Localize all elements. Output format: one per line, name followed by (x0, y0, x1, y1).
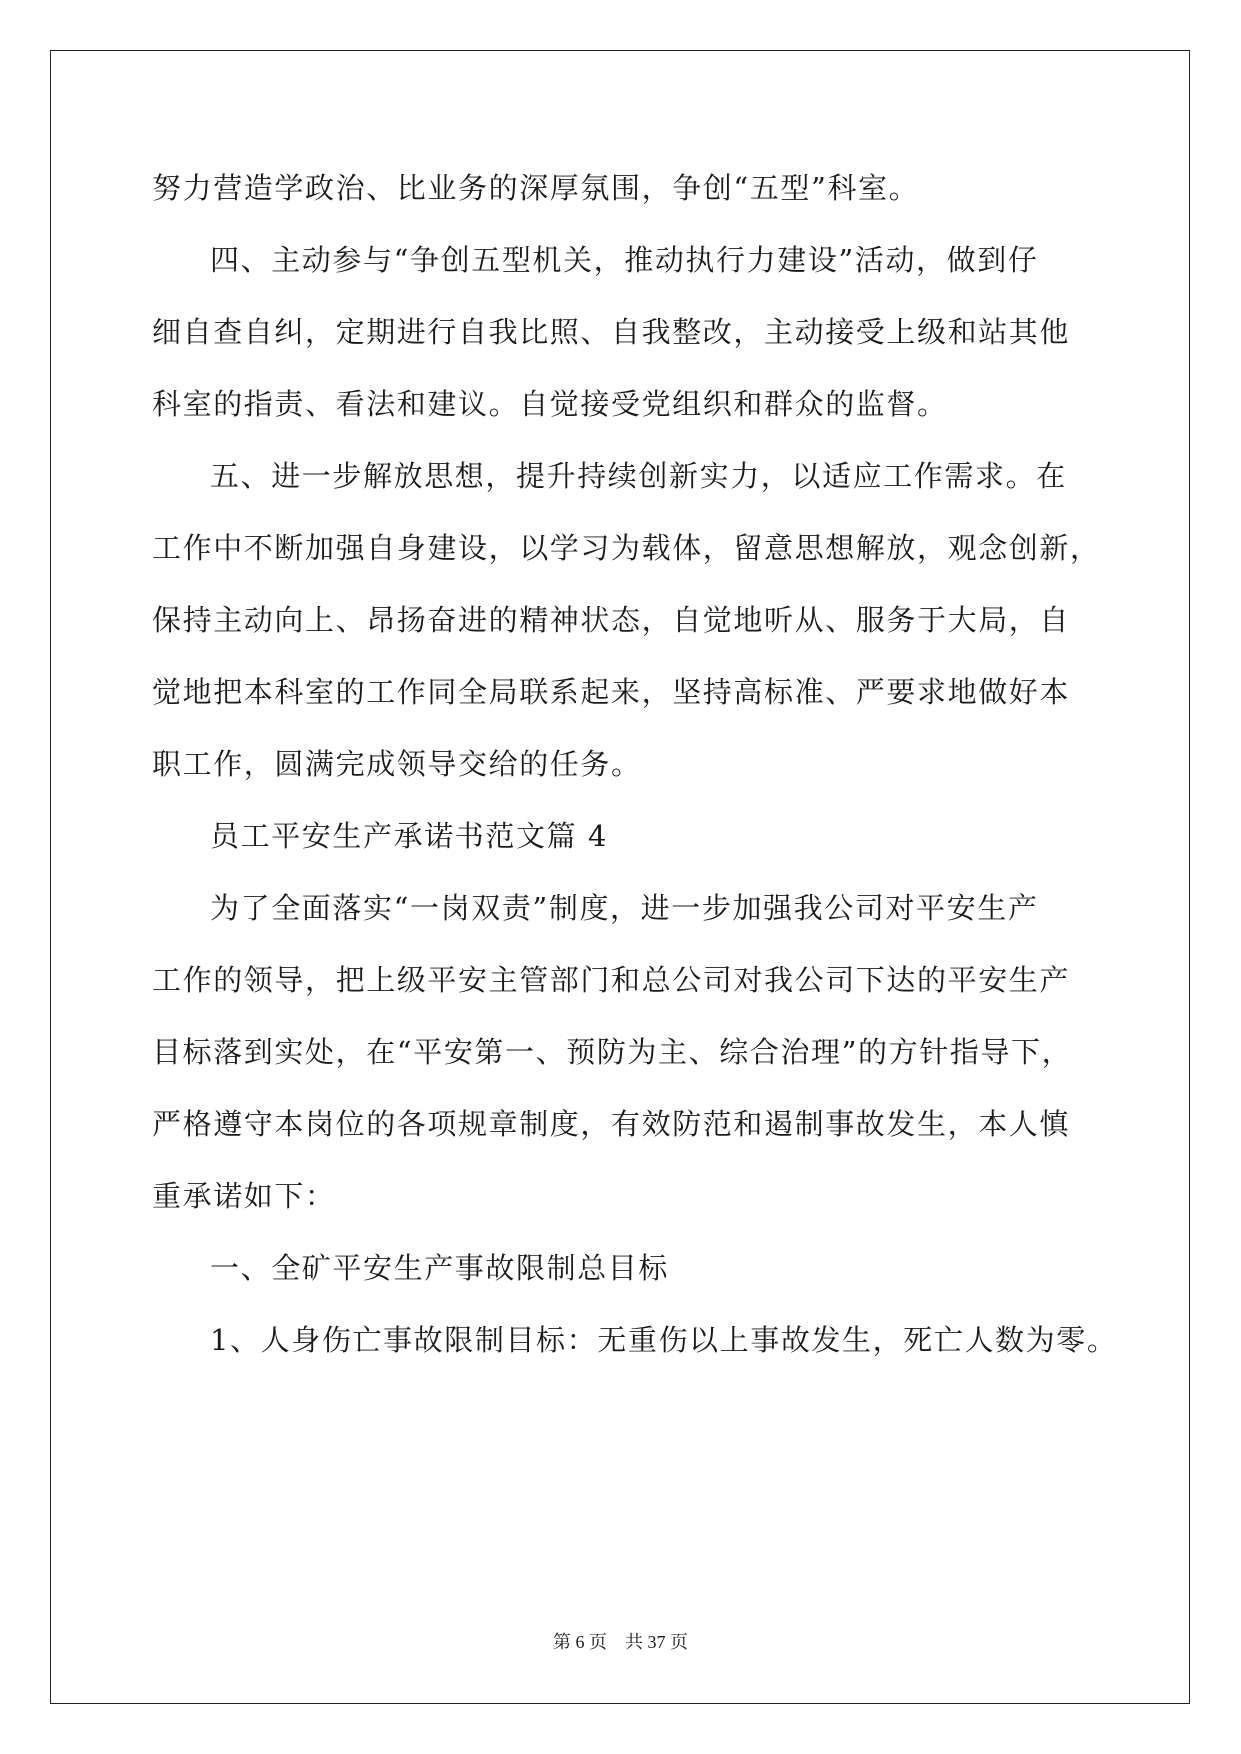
page-border (50, 50, 1190, 1704)
text-line-3: 细自查自纠，定期进行自我比照、自我整改，主动接受上级和站其他 (152, 315, 1071, 349)
text-line-9: 职工作，圆满完成领导交给的任务。 (152, 747, 642, 781)
text-line-14: 严格遵守本岗位的各项规章制度，有效防范和遏制事故发生，本人慎 (152, 1107, 1071, 1141)
text-line-2: 四、主动参与“争创五型机关，推动执行力建设”活动，做到仔 (210, 243, 1039, 277)
text-line-17: 1、人身伤亡事故限制目标：无重伤以上事故发生，死亡人数为零。 (210, 1323, 1118, 1357)
text-line-7: 保持主动向上、昂扬奋进的精神状态，自觉地听从、服务于大局，自 (152, 603, 1071, 637)
text-line-16: 一、全矿平安生产事故限制总目标 (210, 1251, 670, 1285)
text-line-8: 觉地把本科室的工作同全局联系起来，坚持高标准、严要求地做好本 (152, 675, 1071, 709)
text-line-15: 重承诺如下： (152, 1179, 336, 1213)
text-line-1: 努力营造学政治、比业务的深厚氛围，争创“五型”科室。 (152, 171, 920, 205)
page-number-footer: 第 6 页 共 37 页 (553, 1632, 688, 1652)
text-line-6: 工作中不断加强自身建设，以学习为载体，留意思想解放，观念创新， (152, 531, 1101, 565)
text-line-12: 工作的领导，把上级平安主管部门和总公司对我公司下达的平安生产 (152, 963, 1071, 997)
text-line-5: 五、进一步解放思想，提升持续创新实力，以适应工作需求。在 (210, 459, 1067, 493)
text-line-4: 科室的指责、看法和建议。自觉接受党组织和群众的监督。 (152, 387, 948, 421)
text-line-11: 为了全面落实“一岗双责”制度，进一步加强我公司对平安生产 (210, 891, 1039, 925)
section-heading: 员工平安生产承诺书范文篇 4 (210, 819, 609, 853)
text-line-13: 目标落到实处，在“平安第一、预防为主、综合治理”的方针指导下， (152, 1035, 1073, 1069)
